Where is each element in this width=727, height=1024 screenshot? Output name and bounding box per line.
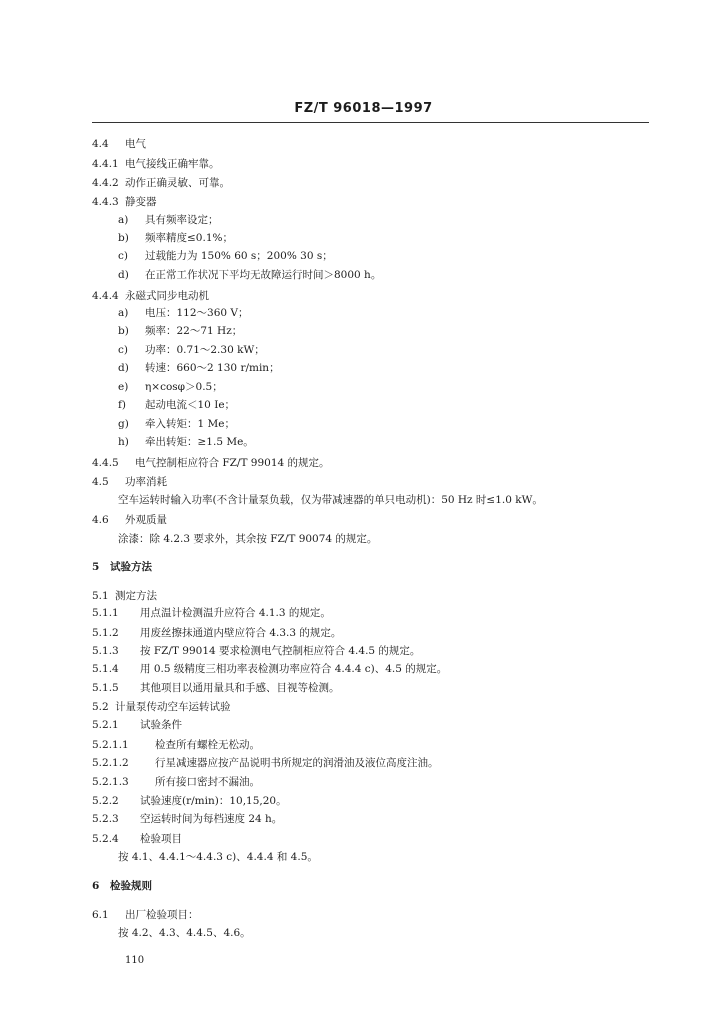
clause-number: 4.4.4 xyxy=(92,290,119,302)
page-number: 110 xyxy=(125,955,145,966)
clause-text: 检验项目 xyxy=(140,833,182,845)
clause-number: 5.2.1 xyxy=(92,719,119,731)
clause-text: η×cosφ＞0.5； xyxy=(145,381,223,393)
clause-number: 6.1 xyxy=(92,909,109,921)
clause-number: b) xyxy=(118,232,129,244)
clause-text: 频率：22～71 Hz； xyxy=(145,325,243,337)
clause-text: 按 4.2、4.3、4.4.5、4.6。 xyxy=(118,927,251,939)
clause-number: a) xyxy=(118,307,129,319)
clause-number: 5.1.5 xyxy=(92,682,119,694)
clause-number: e) xyxy=(118,381,129,393)
clause-text: 动作正确灵敏、可靠。 xyxy=(125,177,230,189)
clause-text: 起动电流＜10 Ie； xyxy=(145,399,236,411)
clause-text: 检查所有螺栓无松动。 xyxy=(155,739,260,751)
clause-number: 5.1.3 xyxy=(92,645,119,657)
clause-number: h) xyxy=(118,436,129,448)
clause-text: 频率精度≤0.1%； xyxy=(145,232,233,244)
clause-number: 5.2.4 xyxy=(92,833,119,845)
clause-text: 具有频率设定； xyxy=(145,214,219,226)
clause-text: 出厂检验项目： xyxy=(125,909,199,921)
clause-text: 测定方法 xyxy=(115,590,157,602)
clause-text: 永磁式同步电动机 xyxy=(125,290,209,302)
clause-number: 5.1 xyxy=(92,590,109,602)
clause-text: 功率：0.71～2.30 kW； xyxy=(145,344,265,356)
clause-text: 电气 xyxy=(125,138,146,150)
clause-number: 5.1.1 xyxy=(92,607,119,619)
clause-text: 试验速度(r/min)：10,15,20。 xyxy=(140,795,287,807)
clause-number: d) xyxy=(118,269,129,281)
clause-text: 计量泵传动空车运转试验 xyxy=(115,701,231,713)
clause-text: 静变器 xyxy=(125,196,157,208)
clause-text: 空运转时间为每档速度 24 h。 xyxy=(140,813,283,825)
clause-text: 转速：660～2 130 r/min； xyxy=(145,362,280,374)
clause-number: 5.1.2 xyxy=(92,627,119,639)
clause-number: 5.2.1.3 xyxy=(92,776,129,788)
clause-number: 6 xyxy=(92,880,100,892)
clause-text: 牵出转矩：≥1.5 Me。 xyxy=(145,436,254,448)
clause-text: 所有接口密封不漏油。 xyxy=(155,776,260,788)
clause-text: 用废丝擦抹通道内壁应符合 4.3.3 的规定。 xyxy=(140,627,342,639)
clause-text: 按 4.1、4.4.1～4.4.3 c)、4.4.4 和 4.5。 xyxy=(118,851,318,863)
clause-number: 5.1.4 xyxy=(92,663,119,675)
clause-text: 电压：112～360 V； xyxy=(145,307,249,319)
clause-number: c) xyxy=(118,250,128,262)
clause-text: 牵入转矩：1 Me； xyxy=(145,418,235,430)
clause-number: 5 xyxy=(92,561,100,573)
clause-text: 其他项目以通用量具和手感、目视等检测。 xyxy=(140,682,340,694)
clause-text: 用 0.5 级精度三相功率表检测功率应符合 4.4.4 c)、4.5 的规定。 xyxy=(140,663,448,675)
clause-text: 在正常工作状况下平均无故障运行时间＞8000 h。 xyxy=(145,269,382,281)
clause-number: b) xyxy=(118,325,129,337)
clause-number: 4.5 xyxy=(92,476,109,488)
clause-text: 过载能力为 150% 60 s；200% 30 s； xyxy=(145,250,333,262)
clause-number: c) xyxy=(118,344,128,356)
clause-number: 4.4 xyxy=(92,138,109,150)
clause-number: f) xyxy=(118,399,126,411)
clause-text: 外观质量 xyxy=(125,514,167,526)
clause-text: 检验规则 xyxy=(110,880,152,892)
clause-number: 4.6 xyxy=(92,514,109,526)
clause-text: 试验方法 xyxy=(110,561,152,573)
clause-number: 5.2.2 xyxy=(92,795,119,807)
clause-number: 4.4.5 xyxy=(92,457,119,469)
clause-number: 5.2.1.1 xyxy=(92,739,129,751)
clause-text: 涂漆：除 4.2.3 要求外，其余按 FZ/T 90074 的规定。 xyxy=(118,533,378,545)
clause-text: 空车运转时输入功率(不含计量泵负载，仅为带减速器的单只电动机)：50 Hz 时≤1.0 kW。 xyxy=(118,494,543,506)
clause-number: 4.4.2 xyxy=(92,177,119,189)
clause-number: 5.2 xyxy=(92,701,109,713)
clause-number: a) xyxy=(118,214,129,226)
clause-text: 试验条件 xyxy=(140,719,182,731)
clause-text: 功率消耗 xyxy=(125,476,167,488)
clause-text: 电气控制柜应符合 FZ/T 99014 的规定。 xyxy=(135,457,330,469)
clause-text: 电气接线正确牢靠。 xyxy=(125,158,220,170)
standard-header: FZ/T 96018—1997 xyxy=(294,101,433,116)
clause-number: g) xyxy=(118,418,129,430)
clause-text: 行星减速器应按产品说明书所规定的润滑油及液位高度注油。 xyxy=(155,757,439,769)
clause-number: d) xyxy=(118,362,129,374)
header-rule xyxy=(92,122,649,123)
clause-text: 按 FZ/T 99014 要求检测电气控制柜应符合 4.4.5 的规定。 xyxy=(140,645,421,657)
clause-number: 5.2.3 xyxy=(92,813,119,825)
clause-number: 5.2.1.2 xyxy=(92,757,129,769)
clause-text: 用点温计检测温升应符合 4.1.3 的规定。 xyxy=(140,607,331,619)
clause-number: 4.4.3 xyxy=(92,196,119,208)
clause-number: 4.4.1 xyxy=(92,158,119,170)
